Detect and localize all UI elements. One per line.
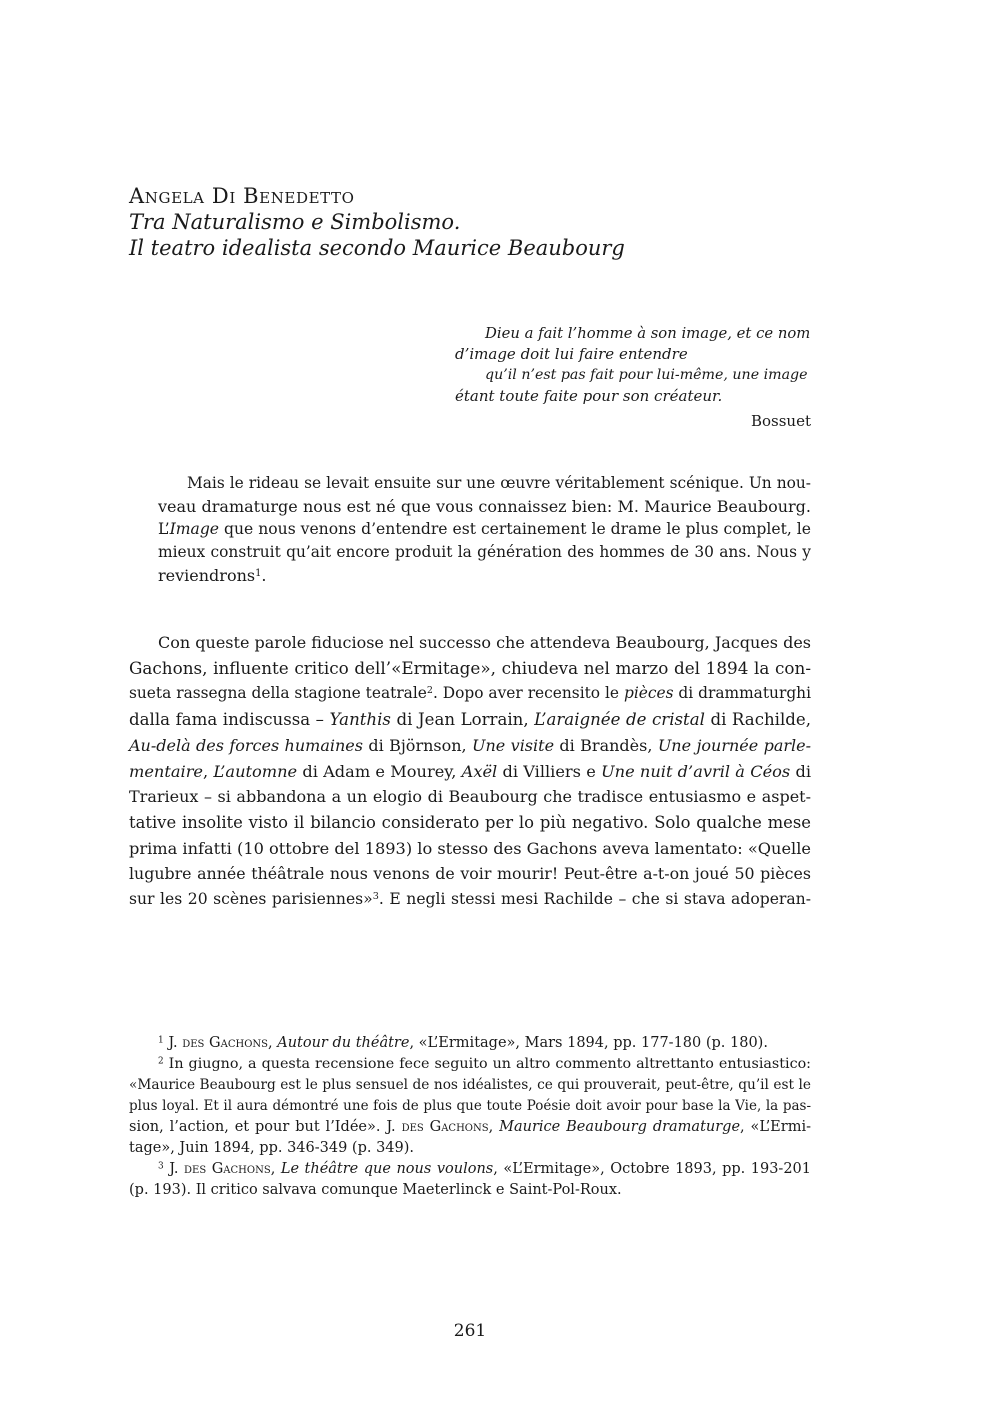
page-number: 261 <box>453 1321 487 1341</box>
epigraph <box>455 323 811 432</box>
footnote-2-line: sion, l’action, et pour but l’Idée». J. des Gachons, Maurice Beaubourg dramaturge, «L’Ermi- <box>129 1119 811 1135</box>
footnote-2-line: «Maurice Beaubourg est le plus sensuel de nos idéalistes, ce qui prouverait, peut-être, qu’il est le <box>129 1077 811 1093</box>
footnote-2: $^2$ In giugno, a questa recensione fece seguito un altro commento altrettanto entusiastico: <box>158 1056 811 1072</box>
body-line: sueta rassegna della stagione teatrale$^2$. Dopo aver recensito le pièces di drammaturghi <box>129 684 812 703</box>
body-line: sur les 20 scènes parisiennes»$^3$. E negli stessi mesi Rachilde – che si stava adoperan- <box>129 890 811 909</box>
footnote-2-line: tage», Juin 1894, pp. 346-349 (p. 349). <box>129 1140 415 1156</box>
italic-title: Image <box>169 520 220 538</box>
footnote-2-line: plus loyal. Et il aura démontré une fois de plus que toute Poésie doit avoir pour base la Vie, la pas- <box>129 1098 811 1114</box>
epigraph-line: qu’il n’est pas fait pour lui-même, une image <box>485 367 808 383</box>
body-line: Au-delà des forces humaines di Björnson, Une visite di Brandès, Une journée parle- <box>129 735 812 755</box>
footnote-3-line: (p. 193). Il critico salvava comunque Maeterlinck e Saint-Pol-Roux. <box>129 1182 622 1198</box>
author-name: Angela Di Benedetto <box>129 184 355 208</box>
body-line: dalla fama indiscussa – Yanthis di Jean Lorrain, L’araignée de cristal di Rachilde, <box>129 710 812 730</box>
chapter-title-line-1: Tra Naturalismo e Simbolismo. <box>129 210 461 234</box>
footnote-ref-2: 2 <box>426 685 433 697</box>
epigraph-source: Bossuet <box>750 412 811 430</box>
quote-line: mieux construit qu’ait encore produit la génération des hommes de 30 ans. Nous y <box>158 543 811 561</box>
footnotes <box>129 1033 811 1201</box>
body-line: mentaire, L’automne di Adam e Mourey, Axël di Villiers e Une nuit d’avril à Céos di <box>129 761 811 781</box>
body-line: tative insolite visto il bilancio considerato per lo più negativo. Solo qualche mese <box>129 812 811 832</box>
quote-line: L’Image que nous venons d’entendre est certainement le drame le plus complet, le <box>158 520 811 538</box>
footnote-ref-3: 3 <box>372 891 379 903</box>
chapter-title-line-2: Il teatro idealista secondo Maurice Beaubourg <box>129 236 625 260</box>
footnote-ref-1: 1 <box>255 568 262 580</box>
footnote-1: $^1$ J. des Gachons, Autour du théâtre, «L’Ermitage», Mars 1894, pp. 177-180 (p. 180). <box>158 1035 768 1051</box>
body-line: Trarieux – si abbandona a un elogio di Beaubourg che tradisce entusiasmo e aspet- <box>129 787 811 807</box>
footnote-3: $^3$ J. des Gachons, Le théâtre que nous voulons, «L’Ermitage», Octobre 1893, pp. 193-201 <box>158 1161 812 1177</box>
block-quote <box>158 472 811 587</box>
epigraph-line: Dieu a fait l’homme à son image, et ce nom <box>485 325 811 342</box>
body-paragraph <box>129 630 811 913</box>
epigraph-line: étant toute faite pour son créateur. <box>455 387 723 405</box>
quote-line: veau dramaturge nous est né que vous connaissez bien: M. Maurice Beaubourg. <box>158 497 811 516</box>
body-line: lugubre année théâtrale nous venons de voir mourir! Peut-être a-t-on joué 50 pièces <box>129 864 811 884</box>
quote-line: reviendrons$^1$. <box>158 566 267 585</box>
body-line: prima infatti (10 ottobre del 1893) lo stesso des Gachons aveva lamentato: «Quelle <box>129 838 811 858</box>
body-line: Gachons, influente critico dell’«Ermitage», chiudeva nel marzo del 1894 la con- <box>129 657 811 678</box>
epigraph-line: d’image doit lui faire entendre <box>455 345 688 363</box>
quote-line: Mais le rideau se levait ensuite sur une œuvre véritablement scénique. Un nou- <box>187 474 811 492</box>
body-line: Con queste parole fiduciose nel successo che attendeva Beaubourg, Jacques des <box>158 633 811 652</box>
chapter-header <box>129 183 829 261</box>
